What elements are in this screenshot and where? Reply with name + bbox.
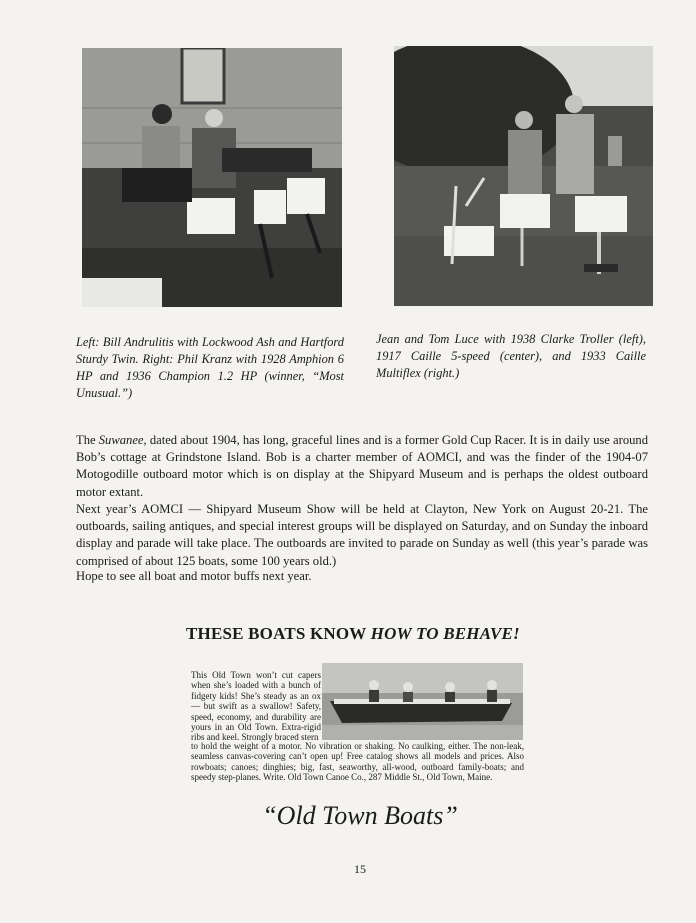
ad-boat-image bbox=[322, 663, 523, 740]
ad-body-text-wide: to hold the weight of a motor. No vibration or shaking. No caulking, either. The non-leak, seamless canvas-covering can’t open up! Free catalog shows all models and prices. Also rowboats; canoes; dinghies; big, fast, seaworthy, all-wood, outboard family-boats; and speedy step-planes. Write. Old Town Canoe Co., 287 Middle St., Old Town, Maine. bbox=[191, 741, 524, 783]
photo-caption-right: Jean and Tom Luce with 1938 Clarke Troller (left), 1917 Caille 5-speed (center), and 1933 Caille Multiflex (right.) bbox=[376, 332, 646, 380]
boat-name-suwanee: Suwanee bbox=[98, 433, 144, 447]
page-number: 15 bbox=[354, 862, 366, 876]
ad-headline bbox=[186, 624, 546, 644]
paragraph-suwanee-rest: , dated about 1904, has long, graceful lines and is a former Gold Cup Racer. It is in daily use around Bob’s cottage at Grindstone Island. Bob is a charter member of AOMCI, and was the finder of the 1904-07 Motogodille outboard motor which is on display at the Shipyard Museum and is perhaps the oldest outboard motor extant. bbox=[76, 433, 649, 499]
ad-body-text-narrow: This Old Town won’t cut capers when she’s loaded with a bunch of fidgety kids! She’s steady as an ox — but swift as a swallow! Safety, speed, economy, and durability are yours in an Old Town. Extra-rigid ribs and keel. Strongly braced stern bbox=[191, 670, 321, 743]
photo-left-image bbox=[82, 48, 342, 307]
paragraph-next-year-show: Next year’s AOMCI — Shipyard Museum Show will be held at Clayton, New York on August 20-21. The outboards, sailing antiques, and special interest groups will be displayed on Saturday, and on Sunday the inboard display and parade will take place. The outboards are invited to parade on Sunday as well (this year’s parade was comprised of about 125 boats, some 100 years old.) bbox=[76, 502, 648, 568]
photo-right bbox=[394, 46, 653, 306]
paragraph-suwanee-intro: The bbox=[76, 433, 99, 447]
paragraph-suwanee bbox=[76, 432, 648, 501]
photo-caption-left: Left: Bill Andrulitis with Lockwood Ash and Hartford Sturdy Twin. Right: Phil Kranz with 1928 Amphion 6 HP and 1936 Champion 1.2 HP (winner, “Most Unusual.”) bbox=[76, 335, 344, 400]
ad-headline-plain: THESE BOATS KNOW bbox=[186, 624, 371, 643]
ad-brand-name: “Old Town Boats” bbox=[262, 801, 458, 830]
photo-left bbox=[82, 48, 342, 307]
photo-right-image bbox=[394, 46, 653, 306]
ad-headline-italic: HOW TO BEHAVE! bbox=[370, 624, 520, 643]
ad-boat-photo bbox=[322, 663, 523, 740]
paragraph-closing: Hope to see all boat and motor buffs next year. bbox=[76, 569, 312, 583]
